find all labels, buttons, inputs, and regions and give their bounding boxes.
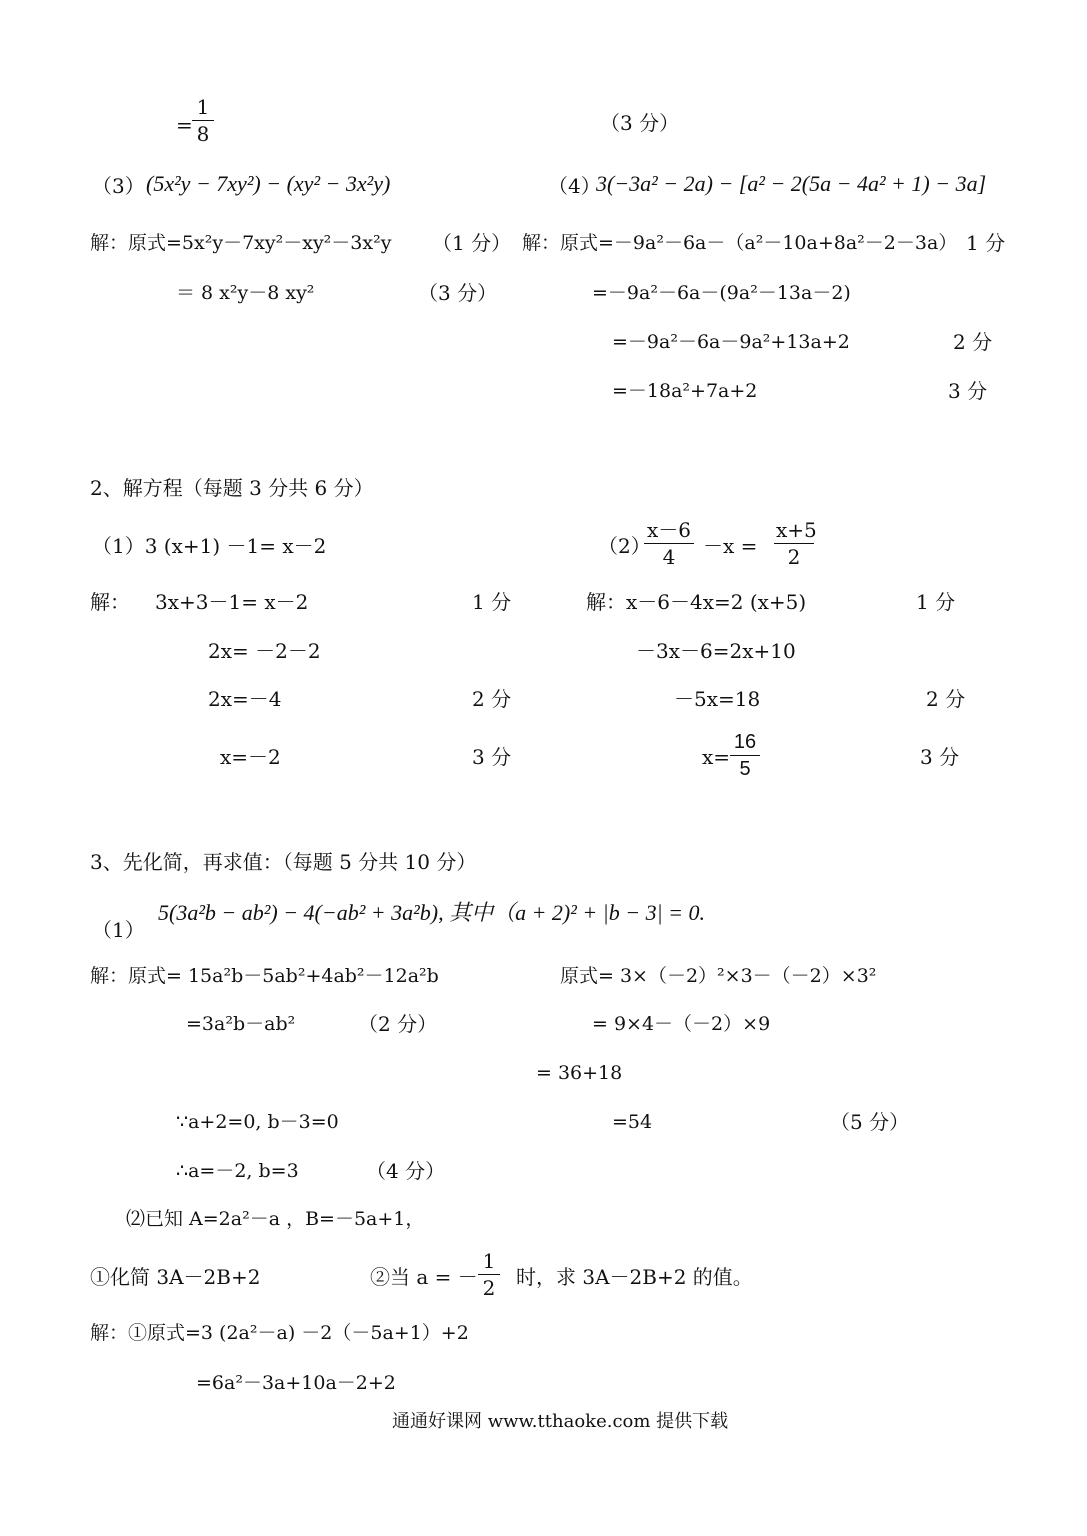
s2-q1-solution-prefix: 解： [90,590,130,614]
s2-q1-line3: 2x=－4 [208,687,282,711]
p4-line4: =－18a²+7a+2 [612,380,758,402]
top-fraction-denominator: 8 [196,122,210,146]
s2-q1-line1: 3x+3－1= x－2 [155,590,309,614]
section2-heading: 2、解方程（每题 3 分共 6 分） [90,476,374,500]
s3-q1-eval-line4: =54 [612,1111,653,1133]
s3-q1-line4: ∴a=－2, b=3 [176,1160,299,1182]
s2-q2-line4-score: 3 分 [920,745,960,769]
s3-q1-line4-score: （4 分） [366,1159,446,1183]
s3-q2-task2-prefix: ②当 a = － [370,1265,478,1289]
s3-q2-given: ⑵已知 A=2a²－a ，B=－5a+1， [126,1208,425,1230]
s2-q1-line1-score: 1 分 [472,590,512,614]
s2-q2-line1: 解：x－6－4x=2 (x+5) [586,590,807,614]
p3-label: （3） [92,174,145,198]
s2-q2-line3-score: 2 分 [926,687,966,711]
footer-text: 通通好课网 www.tthaoke.com 提供下载 [392,1411,729,1432]
s3-q1-expression: 5(3a²b − ab²) − 4(−ab² + 3a²b), 其中（a + 2)² + |b − 3| = 0. [158,900,705,925]
p4-expression: 3(−3a² − 2a) − [a² − 2(5a − 4a² + 1) − 3a] [596,171,987,196]
s2-q1-label: （1）3 (x+1) －1= x－2 [92,534,327,558]
p3-line2: ＝ 8 x²y－8 xy² [176,282,315,304]
s3-q1-eval-line3: = 36+18 [536,1062,623,1084]
s2-q2-line4-prefix: x= [702,745,731,769]
s2-q1-line2: 2x= －2－2 [208,639,321,663]
s3-q1-line3: ∵a+2=0, b－3=0 [176,1111,339,1133]
s2-q1-line3-score: 2 分 [472,687,512,711]
p3-line1: 解：原式=5x²y－7xy²－xy²－3x²y [90,232,392,254]
top-fraction [192,96,214,145]
p3-line2-score: （3 分） [418,281,498,305]
s2-q2-answer-fraction: 16 5 [730,731,760,780]
s2-q2-line3: －5x=18 [674,687,761,711]
s2-q2-middle: －x = [703,534,758,558]
section3-heading: 3、先化简，再求值：（每题 5 分共 10 分） [90,850,477,874]
s3-q2-task2-suffix: 时，求 3A－2B+2 的值。 [516,1265,753,1289]
p3-expression: (5x²y − 7xy²) − (xy² − 3x²y) [146,171,391,196]
s3-q2-line1: 解：①原式=3 (2a²－a) －2（－5a+1）+2 [90,1322,469,1344]
p4-line1: 解：原式=－9a²－6a－（a²－10a+8a²－2－3a） [522,232,958,254]
s3-q2-task2-fraction: 1 2 [478,1250,500,1299]
s2-q1-line4: x=－2 [220,745,281,769]
s3-q2-line2: =6a²－3a+10a－2+2 [196,1372,396,1394]
s3-q1-line2-score: （2 分） [358,1012,438,1036]
p4-line3: =－9a²－6a－9a²+13a+2 [612,331,850,353]
s2-q2-line1-score: 1 分 [916,590,956,614]
top-fraction-numerator: 1 [196,95,210,119]
p3-line1-score: （1 分） [432,231,512,255]
s2-q1-line4-score: 3 分 [472,745,512,769]
s3-q1-eval-line1: 原式= 3×（－2）²×3－（－2）×3² [560,965,877,987]
p4-label: （4） [548,174,601,198]
s3-q1-eval-line2: = 9×4－（－2）×9 [592,1013,771,1035]
p4-line2: =－9a²－6a－(9a²－13a－2) [592,282,851,304]
s3-q1-label: （1） [92,918,145,942]
s2-q2-line2: －3x－6=2x+10 [636,639,796,663]
s3-q1-line1: 解：原式= 15a²b－5ab²+4ab²－12a²b [90,965,439,987]
s2-q2-fraction-left: x－6 4 [644,519,694,568]
top-score: （3 分） [600,111,680,135]
top-eq: = [176,113,193,137]
s3-q1-eval-line4-score: （5 分） [830,1110,910,1134]
s2-q2-label: （2） [598,534,651,558]
s3-q2-task1: ①化简 3A－2B+2 [90,1265,261,1289]
p4-line4-score: 3 分 [948,379,988,403]
p4-line1-score: 1 分 [966,231,1006,255]
s2-q2-fraction-right: x+5 2 [776,518,817,569]
s3-q1-line2: =3a²b－ab² [186,1013,296,1035]
p4-line3-score: 2 分 [953,330,993,354]
